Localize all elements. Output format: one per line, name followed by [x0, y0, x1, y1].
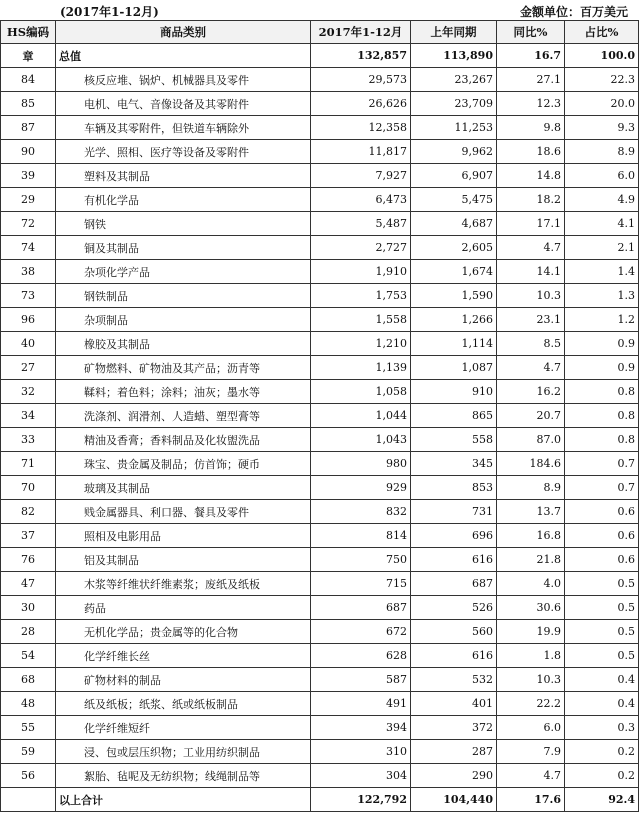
cell-name: 珠宝、贵金属及制品；仿首饰；硬币 [56, 452, 311, 476]
cell-current: 1,139 [311, 356, 411, 380]
cell-name: 光学、照相、医疗等设备及零附件 [56, 140, 311, 164]
cell-yoy: 1.8 [497, 644, 565, 668]
cell-current: 394 [311, 716, 411, 740]
cell-share: 0.5 [565, 620, 639, 644]
cell-name: 铝及其制品 [56, 548, 311, 572]
cell-name: 车辆及其零附件，但铁道车辆除外 [56, 116, 311, 140]
cell-previous: 287 [411, 740, 497, 764]
cell-name: 无机化学品；贵金属等的化合物 [56, 620, 311, 644]
cell-name: 总值 [56, 44, 311, 68]
cell-previous: 23,709 [411, 92, 497, 116]
cell-yoy: 4.0 [497, 572, 565, 596]
cell-name: 木浆等纤维状纤维素浆；废纸及纸板 [56, 572, 311, 596]
cell-yoy: 30.6 [497, 596, 565, 620]
cell-share: 2.1 [565, 236, 639, 260]
cell-code: 68 [1, 668, 56, 692]
cell-previous: 616 [411, 548, 497, 572]
header-previous-period: 上年同期 [411, 21, 497, 44]
cell-name: 杂项制品 [56, 308, 311, 332]
cell-share: 0.8 [565, 428, 639, 452]
cell-current: 587 [311, 668, 411, 692]
cell-yoy: 87.0 [497, 428, 565, 452]
cell-current: 491 [311, 692, 411, 716]
cell-name: 照相及电影用品 [56, 524, 311, 548]
cell-name: 橡胶及其制品 [56, 332, 311, 356]
cell-yoy: 18.2 [497, 188, 565, 212]
table-row [1, 572, 639, 596]
cell-current: 122,792 [311, 788, 411, 812]
table-row [1, 476, 639, 500]
cell-previous: 853 [411, 476, 497, 500]
cell-current: 929 [311, 476, 411, 500]
table-row [1, 692, 639, 716]
cell-previous: 290 [411, 764, 497, 788]
cell-share: 0.3 [565, 716, 639, 740]
table-row [1, 92, 639, 116]
cell-yoy: 6.0 [497, 716, 565, 740]
cell-share: 0.5 [565, 644, 639, 668]
cell-yoy: 4.7 [497, 764, 565, 788]
table-row [1, 668, 639, 692]
cell-yoy: 12.3 [497, 92, 565, 116]
cell-yoy: 10.3 [497, 668, 565, 692]
cell-code: 87 [1, 116, 56, 140]
cell-yoy: 8.5 [497, 332, 565, 356]
cell-previous: 345 [411, 452, 497, 476]
cell-share: 100.0 [565, 44, 639, 68]
header-category: 商品类别 [56, 21, 311, 44]
cell-previous: 4,687 [411, 212, 497, 236]
cell-share: 0.8 [565, 404, 639, 428]
cell-code: 72 [1, 212, 56, 236]
table-row [1, 308, 639, 332]
cell-code: 32 [1, 380, 56, 404]
cell-previous: 5,475 [411, 188, 497, 212]
cell-share: 20.0 [565, 92, 639, 116]
cell-current: 672 [311, 620, 411, 644]
cell-yoy: 20.7 [497, 404, 565, 428]
cell-yoy: 16.7 [497, 44, 565, 68]
cell-yoy: 27.1 [497, 68, 565, 92]
cell-code: 71 [1, 452, 56, 476]
cell-current: 11,817 [311, 140, 411, 164]
cell-share: 0.9 [565, 356, 639, 380]
cell-share: 0.7 [565, 452, 639, 476]
total-row [1, 44, 639, 68]
table-row [1, 524, 639, 548]
cell-current: 980 [311, 452, 411, 476]
table-row [1, 716, 639, 740]
cell-code: 70 [1, 476, 56, 500]
table-row [1, 428, 639, 452]
cell-current: 1,753 [311, 284, 411, 308]
cell-previous: 910 [411, 380, 497, 404]
cell-code: 90 [1, 140, 56, 164]
cell-yoy: 17.1 [497, 212, 565, 236]
cell-yoy: 16.8 [497, 524, 565, 548]
table-row [1, 284, 639, 308]
cell-previous: 687 [411, 572, 497, 596]
cell-previous: 560 [411, 620, 497, 644]
cell-current: 814 [311, 524, 411, 548]
cell-share: 0.4 [565, 668, 639, 692]
cell-share: 1.2 [565, 308, 639, 332]
cell-share: 0.7 [565, 476, 639, 500]
cell-yoy: 7.9 [497, 740, 565, 764]
cell-current: 1,044 [311, 404, 411, 428]
cell-name: 化学纤维短纤 [56, 716, 311, 740]
table-row [1, 188, 639, 212]
cell-yoy: 22.2 [497, 692, 565, 716]
cell-yoy: 184.6 [497, 452, 565, 476]
header-current-period: 2017年1-12月 [311, 21, 411, 44]
cell-previous: 558 [411, 428, 497, 452]
cell-current: 1,043 [311, 428, 411, 452]
table-row [1, 644, 639, 668]
cell-yoy: 21.8 [497, 548, 565, 572]
cell-current: 132,857 [311, 44, 411, 68]
cell-previous: 532 [411, 668, 497, 692]
cell-code: 33 [1, 428, 56, 452]
table-row [1, 260, 639, 284]
cell-code: 37 [1, 524, 56, 548]
cell-share: 0.9 [565, 332, 639, 356]
cell-name: 钢铁 [56, 212, 311, 236]
cell-previous: 6,907 [411, 164, 497, 188]
cell-name: 玻璃及其制品 [56, 476, 311, 500]
cell-share: 22.3 [565, 68, 639, 92]
cell-code [1, 788, 56, 812]
cell-code: 59 [1, 740, 56, 764]
cell-share: 1.4 [565, 260, 639, 284]
cell-previous: 1,114 [411, 332, 497, 356]
cell-yoy: 16.2 [497, 380, 565, 404]
cell-current: 687 [311, 596, 411, 620]
cell-share: 6.0 [565, 164, 639, 188]
cell-share: 8.9 [565, 140, 639, 164]
cell-previous: 731 [411, 500, 497, 524]
cell-share: 0.6 [565, 500, 639, 524]
cell-name: 精油及香膏；香料制品及化妆盥洗品 [56, 428, 311, 452]
cell-name: 铜及其制品 [56, 236, 311, 260]
cell-previous: 865 [411, 404, 497, 428]
cell-code: 48 [1, 692, 56, 716]
cell-name: 塑料及其制品 [56, 164, 311, 188]
cell-previous: 23,267 [411, 68, 497, 92]
cell-share: 9.3 [565, 116, 639, 140]
cell-name: 有机化学品 [56, 188, 311, 212]
table-row [1, 356, 639, 380]
cell-share: 0.2 [565, 740, 639, 764]
cell-code: 47 [1, 572, 56, 596]
cell-code: 章 [1, 44, 56, 68]
table-row [1, 500, 639, 524]
table-row [1, 596, 639, 620]
table-row [1, 380, 639, 404]
table-row [1, 212, 639, 236]
cell-current: 750 [311, 548, 411, 572]
table-row [1, 116, 639, 140]
cell-share: 0.4 [565, 692, 639, 716]
cell-current: 310 [311, 740, 411, 764]
cell-code: 30 [1, 596, 56, 620]
cell-yoy: 8.9 [497, 476, 565, 500]
header-yoy: 同比% [497, 21, 565, 44]
cell-previous: 113,890 [411, 44, 497, 68]
cell-share: 1.3 [565, 284, 639, 308]
cell-code: 55 [1, 716, 56, 740]
cell-code: 34 [1, 404, 56, 428]
cell-code: 76 [1, 548, 56, 572]
cell-code: 54 [1, 644, 56, 668]
cell-share: 0.5 [565, 572, 639, 596]
cell-previous: 1,590 [411, 284, 497, 308]
cell-code: 84 [1, 68, 56, 92]
cell-code: 29 [1, 188, 56, 212]
cell-current: 304 [311, 764, 411, 788]
cell-current: 1,210 [311, 332, 411, 356]
header-share: 占比% [565, 21, 639, 44]
cell-current: 1,910 [311, 260, 411, 284]
cell-yoy: 13.7 [497, 500, 565, 524]
table-row [1, 404, 639, 428]
cell-previous: 526 [411, 596, 497, 620]
cell-name: 洗涤剂、润滑剂、人造蜡、塑型膏等 [56, 404, 311, 428]
cell-name: 鞣料；着色料；涂料；油灰；墨水等 [56, 380, 311, 404]
cell-yoy: 19.9 [497, 620, 565, 644]
cell-name: 矿物材料的制品 [56, 668, 311, 692]
cell-yoy: 23.1 [497, 308, 565, 332]
cell-code: 82 [1, 500, 56, 524]
cell-code: 38 [1, 260, 56, 284]
cell-code: 56 [1, 764, 56, 788]
cell-yoy: 9.8 [497, 116, 565, 140]
cell-yoy: 10.3 [497, 284, 565, 308]
table-row [1, 236, 639, 260]
cell-previous: 401 [411, 692, 497, 716]
cell-previous: 104,440 [411, 788, 497, 812]
cell-code: 85 [1, 92, 56, 116]
cell-share: 0.8 [565, 380, 639, 404]
header-hs-code: HS编码 [1, 21, 56, 44]
cell-code: 74 [1, 236, 56, 260]
table-header-row [1, 21, 639, 44]
cell-yoy: 14.8 [497, 164, 565, 188]
cell-yoy: 4.7 [497, 356, 565, 380]
import-commodity-table [0, 20, 639, 812]
table-caption [0, 0, 640, 20]
cell-name: 絮胎、毡呢及无纺织物；线绳制品等 [56, 764, 311, 788]
cell-share: 4.9 [565, 188, 639, 212]
cell-yoy: 14.1 [497, 260, 565, 284]
cell-current: 628 [311, 644, 411, 668]
table-row [1, 68, 639, 92]
cell-name: 电机、电气、音像设备及其零附件 [56, 92, 311, 116]
cell-share: 4.1 [565, 212, 639, 236]
table-row [1, 548, 639, 572]
cell-yoy: 18.6 [497, 140, 565, 164]
table-row [1, 452, 639, 476]
cell-current: 6,473 [311, 188, 411, 212]
cell-previous: 1,266 [411, 308, 497, 332]
cell-name: 纸及纸板；纸浆、纸或纸板制品 [56, 692, 311, 716]
cell-previous: 9,962 [411, 140, 497, 164]
table-row [1, 740, 639, 764]
cell-share: 0.2 [565, 764, 639, 788]
cell-code: 40 [1, 332, 56, 356]
cell-name: 杂项化学产品 [56, 260, 311, 284]
table-row [1, 164, 639, 188]
cell-name: 药品 [56, 596, 311, 620]
cell-name: 贱金属器具、利口器、餐具及零件 [56, 500, 311, 524]
cell-current: 832 [311, 500, 411, 524]
cell-code: 96 [1, 308, 56, 332]
cell-previous: 372 [411, 716, 497, 740]
table-row [1, 140, 639, 164]
subtotal-row [1, 788, 639, 812]
cell-current: 1,058 [311, 380, 411, 404]
cell-current: 12,358 [311, 116, 411, 140]
cell-name: 核反应堆、锅炉、机械器具及零件 [56, 68, 311, 92]
cell-previous: 616 [411, 644, 497, 668]
cell-share: 0.6 [565, 548, 639, 572]
cell-yoy: 4.7 [497, 236, 565, 260]
cell-name: 浸、包或层压织物；工业用纺织制品 [56, 740, 311, 764]
cell-name: 以上合计 [56, 788, 311, 812]
cell-share: 0.5 [565, 596, 639, 620]
cell-current: 715 [311, 572, 411, 596]
cell-yoy: 17.6 [497, 788, 565, 812]
cell-name: 钢铁制品 [56, 284, 311, 308]
table-row [1, 620, 639, 644]
cell-name: 化学纤维长丝 [56, 644, 311, 668]
cell-current: 1,558 [311, 308, 411, 332]
table-row [1, 332, 639, 356]
cell-name: 矿物燃料、矿物油及其产品；沥青等 [56, 356, 311, 380]
cell-current: 2,727 [311, 236, 411, 260]
cell-code: 73 [1, 284, 56, 308]
cell-previous: 2,605 [411, 236, 497, 260]
cell-current: 5,487 [311, 212, 411, 236]
cell-previous: 1,674 [411, 260, 497, 284]
unit-label: 金额单位：百万美元 [519, 5, 628, 19]
cell-previous: 1,087 [411, 356, 497, 380]
cell-code: 39 [1, 164, 56, 188]
cell-current: 29,573 [311, 68, 411, 92]
cell-current: 26,626 [311, 92, 411, 116]
cell-previous: 696 [411, 524, 497, 548]
cell-code: 28 [1, 620, 56, 644]
table-row [1, 764, 639, 788]
cell-previous: 11,253 [411, 116, 497, 140]
cell-share: 0.6 [565, 524, 639, 548]
period-label: (2017年1-12月) [60, 5, 159, 19]
cell-current: 7,927 [311, 164, 411, 188]
cell-share: 92.4 [565, 788, 639, 812]
cell-code: 27 [1, 356, 56, 380]
